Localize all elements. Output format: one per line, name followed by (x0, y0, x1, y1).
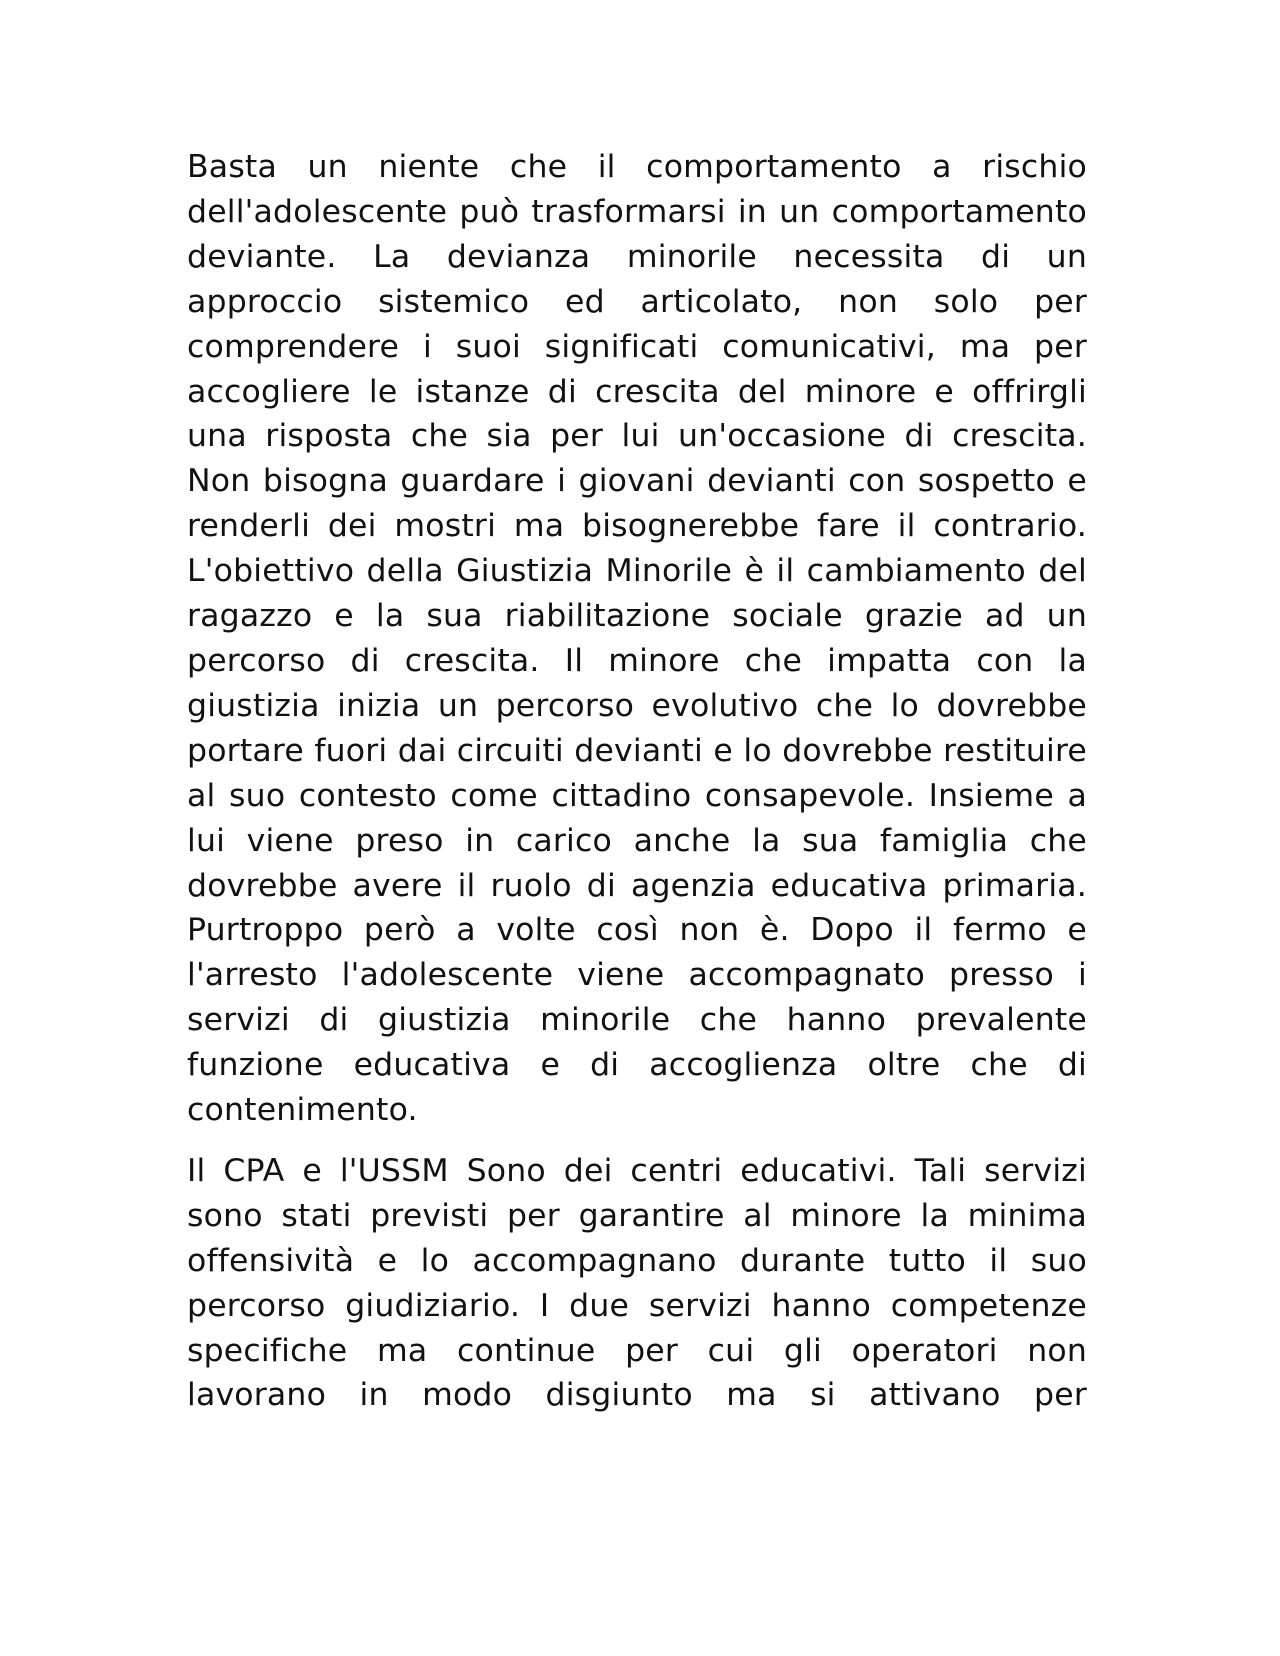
paragraph-2: Il CPA e l'USSM Sono dei centri educativi. Tali servizi sono stati previsti per garantire al minore la minima offensività e lo accompagnano durante tutto il suo percorso giudiziario. I due servizi hanno competenze specifiche ma continue per cui gli operatori non lavorano in modo disgiunto ma si attivano per (187, 1152, 1087, 1414)
document-page (187, 145, 1087, 1418)
paragraph-1: Basta un niente che il comportamento a rischio dell'adolescente può trasformarsi in un comportamento deviante. La devianza minorile necessita di un approccio sistemico ed articolato, non solo per comprendere i suoi significati comunicativi, ma per accogliere le istanze di crescita del minore e offrirgli una risposta che sia per lui un'occasione di crescita. Non bisogna guardare i giovani devianti con sospetto e renderli dei mostri ma bisognerebbe fare il contrario. L'obiettivo della Giustizia Minorile è il cambiamento del ragazzo e la sua riabilitazione sociale grazie ad un percorso di crescita. Il minore che impatta con la giustizia inizia un percorso evolutivo che lo dovrebbe portare fuori dai circuiti devianti e lo dovrebbe restituire al suo contesto come cittadino consapevole. Insieme a lui viene preso in carico anche la sua famiglia che dovrebbe avere il ruolo di agenzia educativa primaria. Purtroppo però a volte così non è. Dopo il fermo e l'arresto l'adolescente viene accompagnato presso i servizi di giustizia minorile che hanno prevalente funzione educativa e di accoglienza oltre che di contenimento. (187, 149, 1087, 1129)
